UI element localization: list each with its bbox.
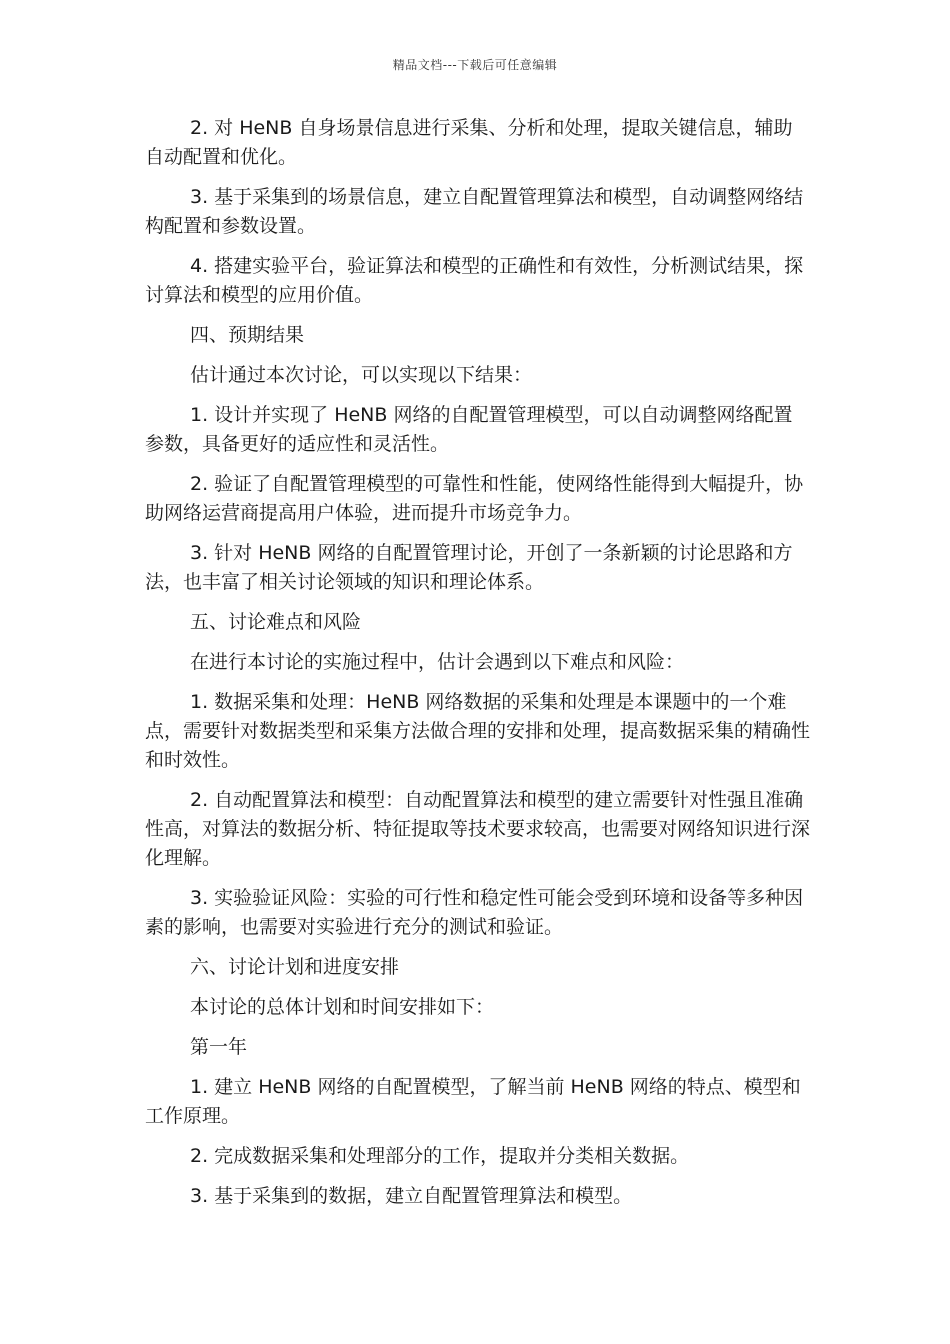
document-body	[145, 114, 810, 1222]
paragraph: 2. 对 HeNB 自身场景信息进行采集、分析和处理，提取关键信息，辅助自动配置和优化。	[145, 117, 793, 168]
paragraph: 2. 验证了自配置管理模型的可靠性和性能，使网络性能得到大幅提升，协助网络运营商提高用户体验，进而提升市场竞争力。	[145, 473, 804, 524]
paragraph: 1. 设计并实现了 HeNB 网络的自配置管理模型，可以自动调整网络配置参数，具备更好的适应性和灵活性。	[145, 404, 793, 455]
paragraph: 2. 完成数据采集和处理部分的工作，提取并分类相关数据。	[190, 1145, 690, 1167]
paragraph: 3. 实验验证风险：实验的可行性和稳定性可能会受到环境和设备等多种因素的影响，也需要对实验进行充分的测试和验证。	[145, 887, 804, 938]
paragraph: 3. 基于采集到的场景信息，建立自配置管理算法和模型，自动调整网络结构配置和参数设置。	[145, 186, 804, 237]
paragraph: 1. 建立 HeNB 网络的自配置模型，了解当前 HeNB 网络的特点、模型和工作原理。	[145, 1076, 801, 1127]
paragraph: 4. 搭建实验平台，验证算法和模型的正确性和有效性，分析测试结果，探讨算法和模型的应用价值。	[145, 255, 804, 306]
section-heading: 六、讨论计划和进度安排	[190, 956, 400, 978]
section-heading: 五、讨论难点和风险	[190, 611, 362, 633]
paragraph: 2. 自动配置算法和模型：自动配置算法和模型的建立需要针对性强且准确性高，对算法的数据分析、特征提取等技术要求较高，也需要对网络知识进行深化理解。	[145, 789, 811, 869]
paragraph: 3. 针对 HeNB 网络的自配置管理讨论，开创了一条新颖的讨论思路和方法，也丰富了相关讨论领域的知识和理论体系。	[145, 542, 793, 593]
paragraph: 第一年	[190, 1036, 248, 1058]
paragraph: 估计通过本次讨论，可以实现以下结果：	[190, 364, 533, 386]
section-heading: 四、预期结果	[190, 324, 305, 346]
paragraph: 3. 基于采集到的数据，建立自配置管理算法和模型。	[190, 1185, 633, 1207]
page-header: 精品文档---下载后可任意编辑	[392, 58, 558, 72]
paragraph: 在进行本讨论的实施过程中，估计会遇到以下难点和风险：	[190, 651, 685, 673]
paragraph: 本讨论的总体计划和时间安排如下：	[190, 996, 495, 1018]
paragraph: 1. 数据采集和处理：HeNB 网络数据的采集和处理是本课题中的一个难点，需要针对数据类型和采集方法做合理的安排和处理，提高数据采集的精确性和时效性。	[145, 691, 811, 771]
